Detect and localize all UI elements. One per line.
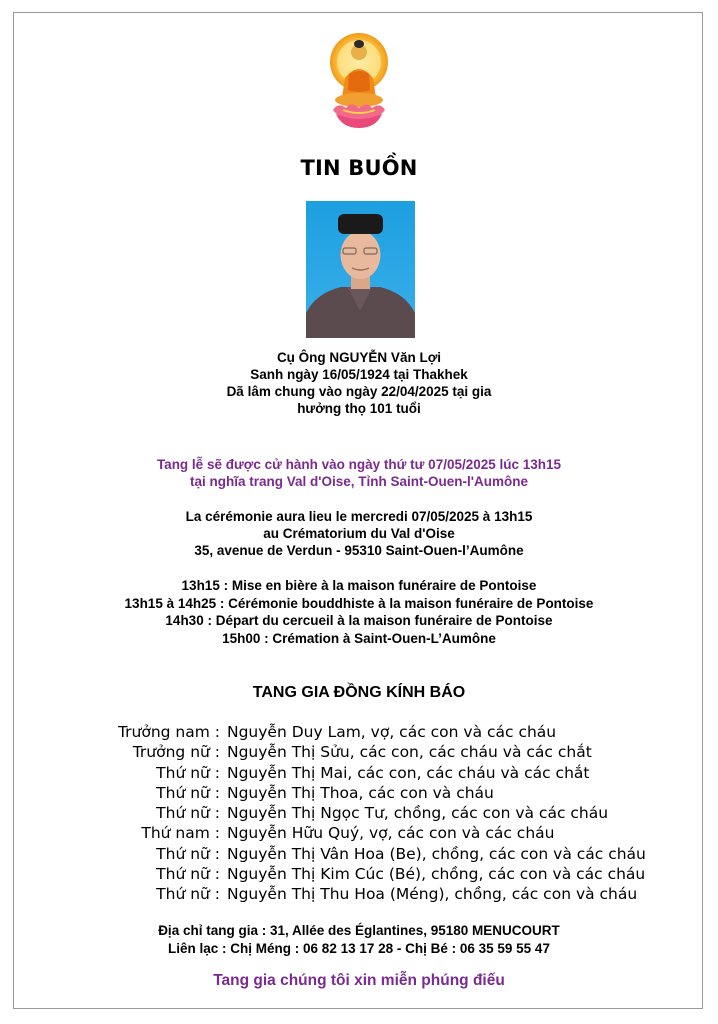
funeral-info-french: [0, 508, 718, 559]
family-relation: Thứ nữ :: [156, 865, 220, 884]
family-row: [0, 845, 718, 865]
birth-line: Sanh ngày 16/05/1924 tại Thakhek: [250, 367, 468, 382]
deceased-info: [0, 349, 718, 417]
schedule-item: 13h15 : Mise en bière à la maison funéraire de Pontoise: [181, 578, 537, 593]
family-row: [0, 885, 718, 905]
family-row: [0, 743, 718, 763]
family-list: [0, 723, 718, 906]
family-names: Nguyễn Thị Kim Cúc (Bé), chồng, các con và các cháu: [227, 865, 646, 884]
family-names: Nguyễn Thị Thu Hoa (Méng), chồng, các con và cháu: [227, 885, 638, 904]
closing-note: Tang gia chúng tôi xin miễn phúng điếu: [213, 972, 505, 989]
address-line: Địa chỉ tang gia : 31, Allée des Églantines, 95180 MENUCOURT: [158, 923, 560, 938]
contact-info: [0, 922, 718, 958]
family-names: Nguyễn Thị Sửu, các con, các cháu và các chắt: [227, 743, 592, 762]
family-relation: Thứ nam :: [141, 824, 220, 843]
buddha-icon: [318, 28, 400, 136]
deceased-portrait: [306, 201, 415, 338]
family-relation: Trưởng nam :: [117, 723, 220, 741]
family-relation: Thứ nữ :: [156, 804, 220, 823]
family-row: [0, 784, 718, 804]
family-names: Nguyễn Thị Ngọc Tư, chồng, các con và các cháu: [227, 804, 609, 823]
phone-line: Liên lạc : Chị Méng : 06 82 13 17 28 - Chị Bé : 06 35 59 55 47: [168, 941, 550, 956]
family-row: [0, 764, 718, 784]
page-title: TIN BUỒN: [300, 156, 418, 180]
age-line: hưởng thọ 101 tuổi: [297, 401, 421, 416]
funeral-vi-line-1: Tang lễ sẽ được cử hành vào ngày thứ tư 07/05/2025 lúc 13h15: [156, 457, 562, 472]
funeral-fr-line-1: La cérémonie aura lieu le mercredi 07/05/2025 à 13h15: [185, 509, 533, 524]
family-row: [0, 865, 718, 885]
schedule-item: 14h30 : Départ du cercueil à la maison funéraire de Pontoise: [165, 613, 553, 628]
family-names: Nguyễn Thị Vân Hoa (Be), chồng, các con và các cháu: [227, 844, 646, 863]
family-heading: TANG GIA ĐỒNG KÍNH BÁO: [252, 684, 466, 701]
family-row: [0, 824, 718, 844]
family-names: Nguyễn Thị Mai, các con, các cháu và các chắt: [227, 763, 590, 782]
funeral-vi-line-2: tại nghĩa trang Val d'Oise, Tỉnh Saint-Ouen-l'Aumône: [190, 474, 528, 489]
schedule-item: 15h00 : Crémation à Saint-Ouen-L’Aumône: [222, 630, 496, 646]
family-names: Nguyễn Thị Thoa, các con và cháu: [227, 783, 494, 802]
family-names: Nguyễn Duy Lam, vợ, các con và các cháu: [227, 723, 557, 741]
ceremony-schedule: [0, 577, 718, 647]
family-relation: Thứ nữ :: [156, 844, 220, 863]
family-relation: Thứ nữ :: [156, 763, 220, 782]
funeral-fr-line-2: au Crématorium du Val d'Oise: [263, 526, 455, 541]
deceased-name: Cụ Ông NGUYỄN Văn Lợi: [276, 350, 442, 365]
family-relation: Trưởng nữ :: [132, 743, 220, 762]
schedule-item: 13h15 à 14h25 : Cérémonie bouddhiste à la maison funéraire de Pontoise: [124, 595, 594, 611]
family-relation: Thứ nữ :: [156, 783, 220, 802]
family-row: [0, 804, 718, 824]
death-line: Dã lâm chung vào ngày 22/04/2025 tại gia: [226, 384, 492, 399]
family-relation: Thứ nữ :: [156, 885, 220, 904]
family-row: [0, 723, 718, 743]
family-names: Nguyễn Hữu Quý, vợ, các con và các cháu: [227, 824, 555, 843]
funeral-info-vietnamese: [0, 456, 718, 490]
funeral-fr-line-3: 35, avenue de Verdun - 95310 Saint-Ouen-l’Aumône: [194, 543, 524, 558]
